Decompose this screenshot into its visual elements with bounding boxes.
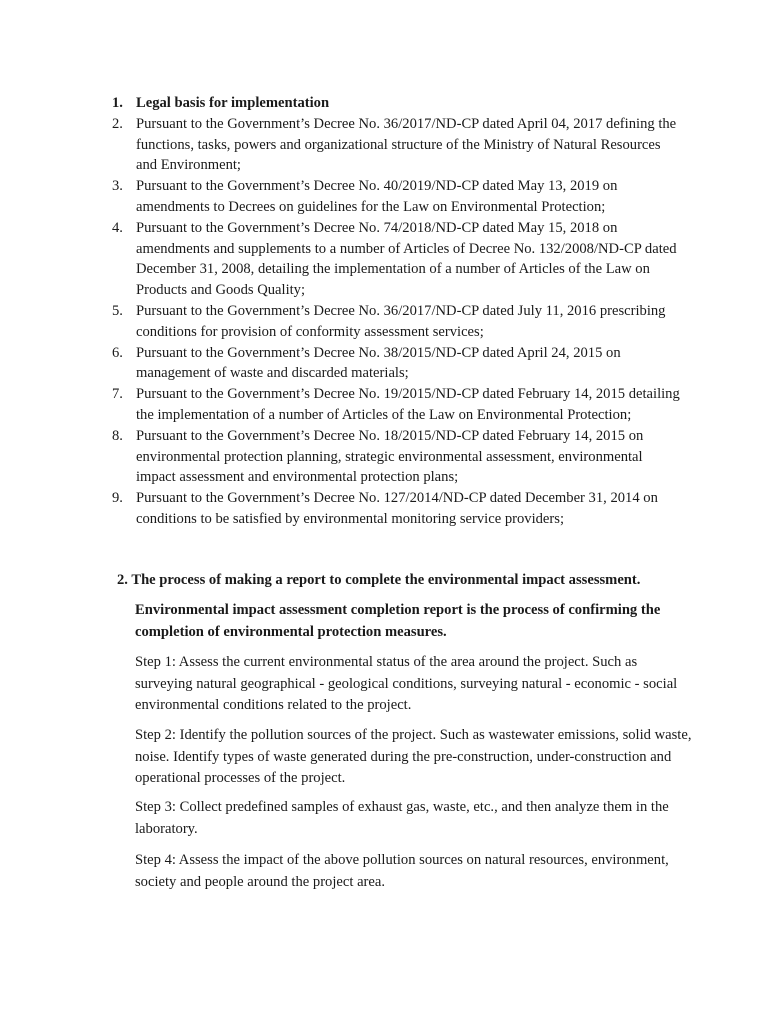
list-text: Pursuant to the Government’s Decree No. 74/2018/ND-CP dated May 15, 2018 on amendments and supplements to a number of Articles of Decree No. 132/2008/ND-CP dated December 31, 2008, detailing the implementation of a number of Articles of the Law on Products and Goods Quality;: [136, 219, 677, 299]
section-intro: Environmental impact assessment completion report is the process of confirming the completion of environmental protection measures.: [135, 602, 661, 640]
list-number: 5.: [112, 302, 123, 319]
list-number: 2.: [112, 115, 123, 132]
list-item: [112, 343, 682, 385]
list-number: 3.: [112, 178, 123, 195]
list-number: 7.: [112, 386, 123, 403]
list-item: [112, 301, 682, 343]
list-item: [112, 93, 682, 114]
step-4-paragraph: Step 4: Assess the impact of the above pollution sources on natural resources, environment, society and people around the project area.: [135, 852, 669, 890]
step-1-paragraph: Step 1: Assess the current environmental status of the area around the project. Such as surveying natural geographical - geological conditions, surveying natural - economic - social environmental conditions related to the project.: [135, 654, 678, 714]
list-number: 6.: [112, 344, 123, 361]
list-item: [112, 114, 682, 176]
list-text: Legal basis for implementation: [136, 95, 330, 111]
list-number: 4.: [112, 219, 123, 236]
list-text: Pursuant to the Government’s Decree No. 36/2017/ND-CP dated July 11, 2016 prescribing conditions for provision of conformity assessment services;: [136, 302, 666, 340]
list-item: [112, 488, 682, 530]
list-number: 9.: [112, 490, 123, 507]
list-item: [112, 384, 682, 426]
list-text: Pursuant to the Government’s Decree No. 38/2015/ND-CP dated April 24, 2015 on management of waste and discarded materials;: [136, 344, 621, 382]
list-number: 8.: [112, 427, 123, 444]
list-text: Pursuant to the Government’s Decree No. 18/2015/ND-CP dated February 14, 2015 on environmental protection planning, strategic environmental assessment, environmental impact assessment and environmental protection plans;: [136, 427, 644, 486]
list-item: [112, 176, 682, 218]
list-text: Pursuant to the Government’s Decree No. 19/2015/ND-CP dated February 14, 2015 detailing the implementation of a number of Articles of the Law on Environmental Protection;: [136, 386, 680, 423]
section-heading: 2. The process of making a report to complete the environmental impact assessment.: [117, 572, 641, 588]
legal-basis-list: [112, 93, 682, 530]
list-item: [112, 426, 682, 488]
step-3-paragraph: Step 3: Collect predefined samples of exhaust gas, waste, etc., and then analyze them in the laboratory.: [135, 799, 669, 837]
list-text: Pursuant to the Government’s Decree No. 127/2014/ND-CP dated December 31, 2014 on conditions to be satisfied by environmental monitoring service providers;: [136, 490, 658, 527]
list-number: 1.: [112, 95, 123, 111]
list-text: Pursuant to the Government’s Decree No. 40/2019/ND-CP dated May 13, 2019 on amendments to Decrees on guidelines for the Law on Environmental Protection;: [136, 178, 618, 215]
list-item: [112, 218, 682, 301]
step-2-paragraph: Step 2: Identify the pollution sources of the project. Such as wastewater emissions, solid waste, noise. Identify types of waste generated during the pre-construction, under-construction and operational processes of the project.: [135, 727, 692, 787]
list-text: Pursuant to the Government’s Decree No. 36/2017/ND-CP dated April 04, 2017 defining the functions, tasks, powers and organizational structure of the Ministry of Natural Resources and Environment;: [136, 115, 677, 174]
